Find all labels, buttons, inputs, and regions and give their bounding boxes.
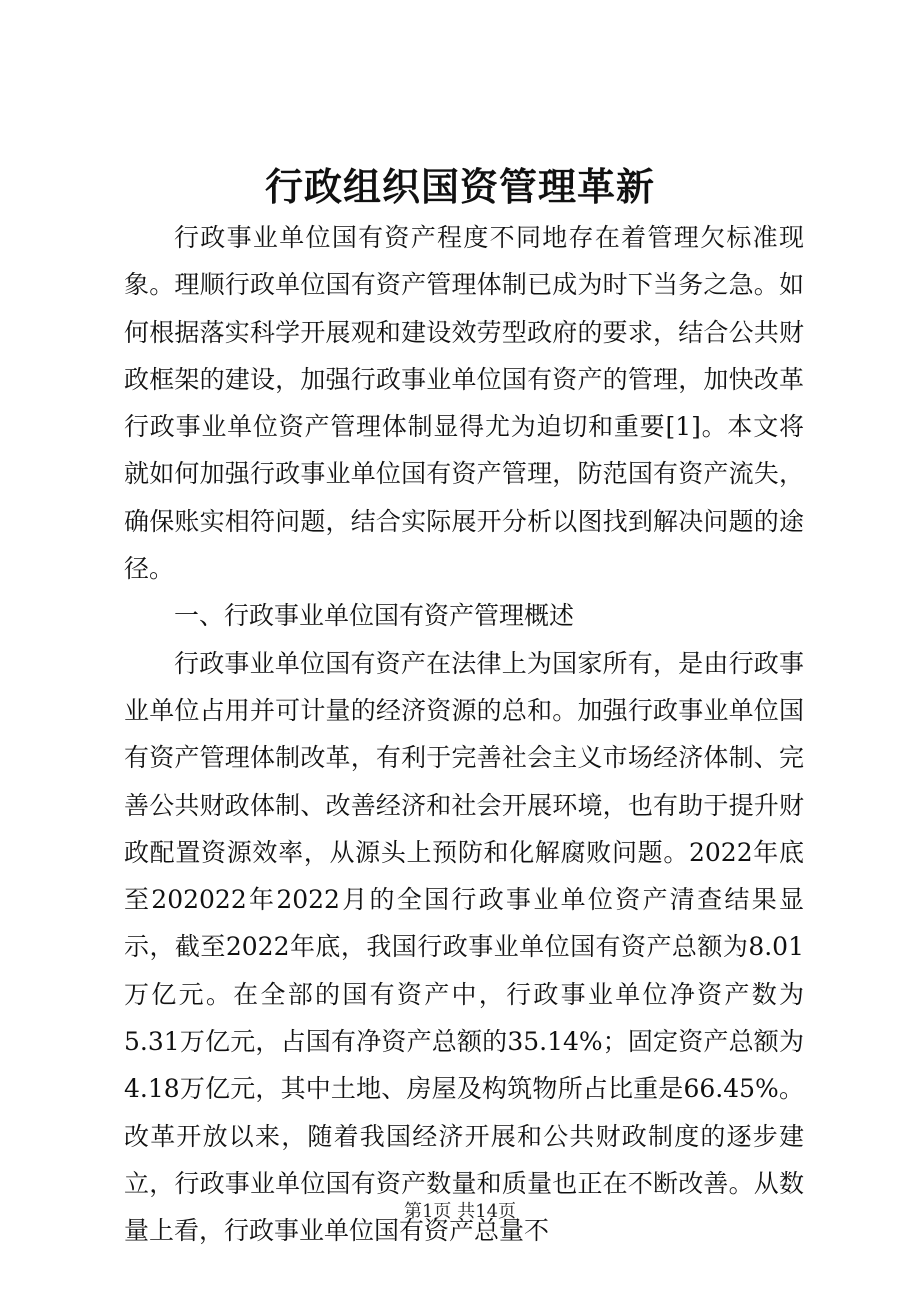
section-paragraph: 行政事业单位国有资产在法律上为国家所有，是由行政事业单位占用并可计量的经济资源的总和。加强行政事业单位国有资产管理体制改革，有利于完善社会主义市场经济体制、完善公共财政体制、改善经济和社会开展环境，也有助于提升财政配置资源效率，从源头上预防和化解腐败问题。2022年底至202022年2022月的全国行政事业单位资产清查结果显示，截至2022年底，我国行政事业单位国有资产总额为8.01万亿元。在全部的国有资产中，行政事业单位净资产数为5.31万亿元，占国有净资产总额的35.14%；固定资产总额为4.18万亿元，其中土地、房屋及构筑物所占比重是66.45%。改革开放以来，随着我国经济开展和公共财政制度的逐步建立，行政事业单位国有资产数量和质量也正在不断改善。从数量上看，行政事业单位国有资产总量不 xyxy=(124,648,804,1246)
document-title: 行政组织国资管理革新 xyxy=(264,164,655,209)
document-body xyxy=(124,214,804,1255)
intro-paragraph: 行政事业单位国有资产程度不同地存在着管理欠标准现象。理顺行政单位国有资产管理体制已成为时下当务之急。如何根据落实科学开展观和建设效劳型政府的要求，结合公共财政框架的建设，加强行政事业单位国有资产的管理，加快改革行政事业单位资产管理体制显得尤为迫切和重要[1]。本文将就如何加强行政事业单位国有资产管理，防范国有资产流失，确保账实相符问题，结合实际展开分析以图找到解决问题的途径。 xyxy=(124,223,804,584)
page-number-label: 第1页 共14页 xyxy=(403,1201,517,1222)
page-footer xyxy=(0,1197,920,1227)
section-heading: 一、行政事业单位国有资产管理概述 xyxy=(174,601,575,631)
